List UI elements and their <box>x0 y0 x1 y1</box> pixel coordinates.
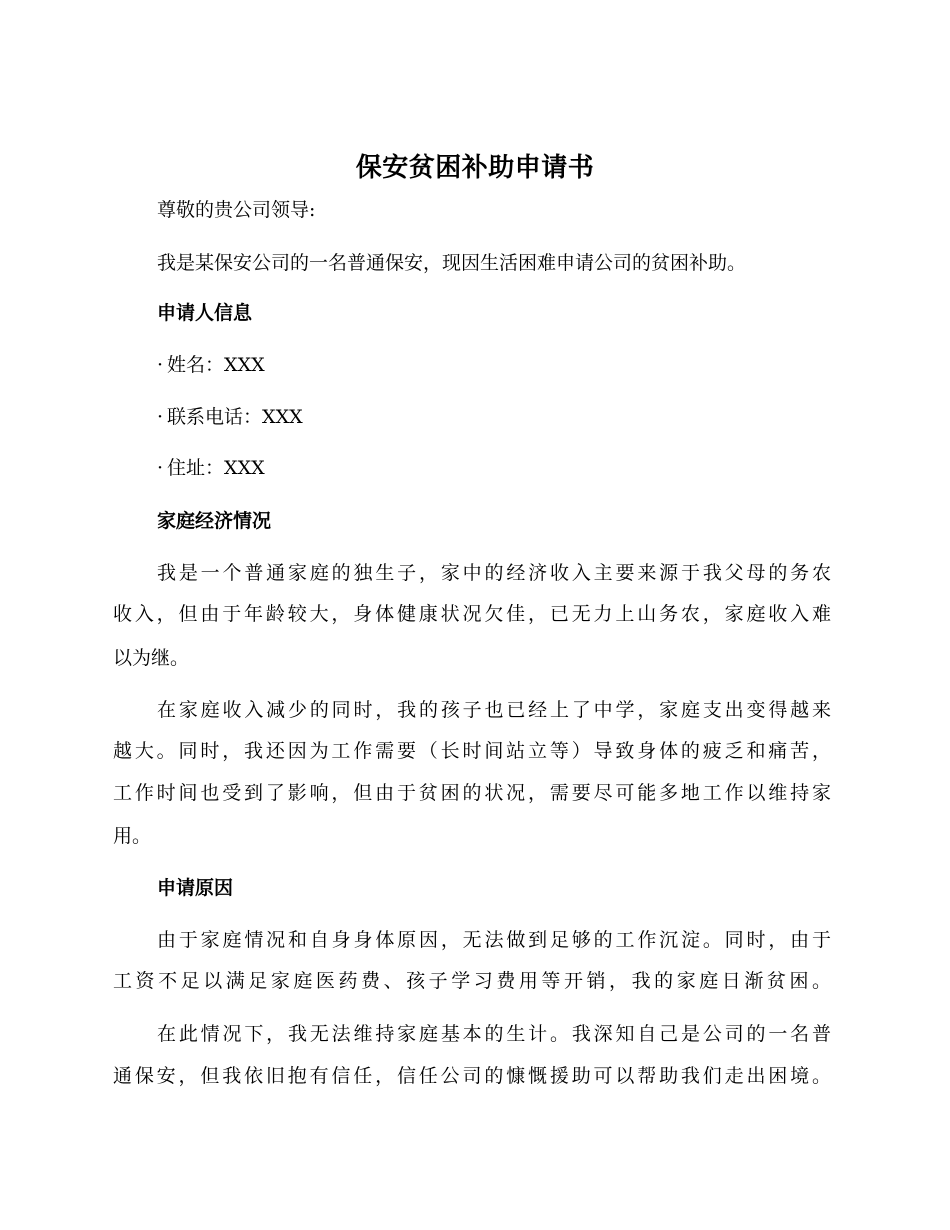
list-item-text: 姓名：XXX <box>167 354 265 376</box>
paragraph-line: 在家庭收入减少的同时，我的孩子也已经上了中学，家庭支出变得越来 <box>157 699 831 721</box>
heading-applicant-info: 申请人信息 <box>157 302 253 324</box>
paragraph-line: 由于家庭情况和自身身体原因，无法做到足够的工作沉淀。同时，由于 <box>157 929 831 951</box>
paragraph-line: 以为继。 <box>113 647 190 669</box>
salutation: 尊敬的贵公司领导: <box>157 199 316 221</box>
paragraph-line: 工资不足以满足家庭医药费、孩子学习费用等开销，我的家庭日渐贫困。 <box>113 970 831 992</box>
bullet-icon: · <box>157 406 164 428</box>
paragraph-line: 在此情况下，我无法维持家庭基本的生计。我深知自己是公司的一名普 <box>157 1023 831 1045</box>
paragraph-line: 工作时间也受到了影响，但由于贫困的状况，需要尽可能多地工作以维持家 <box>113 782 831 804</box>
paragraph-line: 用。 <box>113 825 152 847</box>
paragraph-line: 我是一个普通家庭的独生子，家中的经济收入主要来源于我父母的务农 <box>157 562 831 584</box>
paragraph-line: 越大。同时，我还因为工作需要（长时间站立等）导致身体的疲乏和痛苦， <box>113 740 831 762</box>
list-item-phone <box>157 403 303 431</box>
heading-application-reason: 申请原因 <box>157 877 234 899</box>
intro-paragraph: 我是某保安公司的一名普通保安，现因生活困难申请公司的贫困补助。 <box>157 252 747 274</box>
paragraph-line: 通保安，但我依旧抱有信任，信任公司的慷慨援助可以帮助我们走出困境。 <box>113 1065 831 1087</box>
document-title: 保安贫困补助申请书 <box>355 153 595 183</box>
list-item-address <box>157 454 265 482</box>
list-item-text: 住址：XXX <box>167 457 265 479</box>
list-item-text: 联系电话：XXX <box>167 406 303 428</box>
list-item-name <box>157 351 265 379</box>
bullet-icon: · <box>157 354 164 376</box>
heading-family-economy: 家庭经济情况 <box>157 510 272 532</box>
bullet-icon: · <box>157 457 164 479</box>
paragraph-line: 收入，但由于年龄较大，身体健康状况欠佳，已无力上山务农，家庭收入难 <box>113 603 831 625</box>
